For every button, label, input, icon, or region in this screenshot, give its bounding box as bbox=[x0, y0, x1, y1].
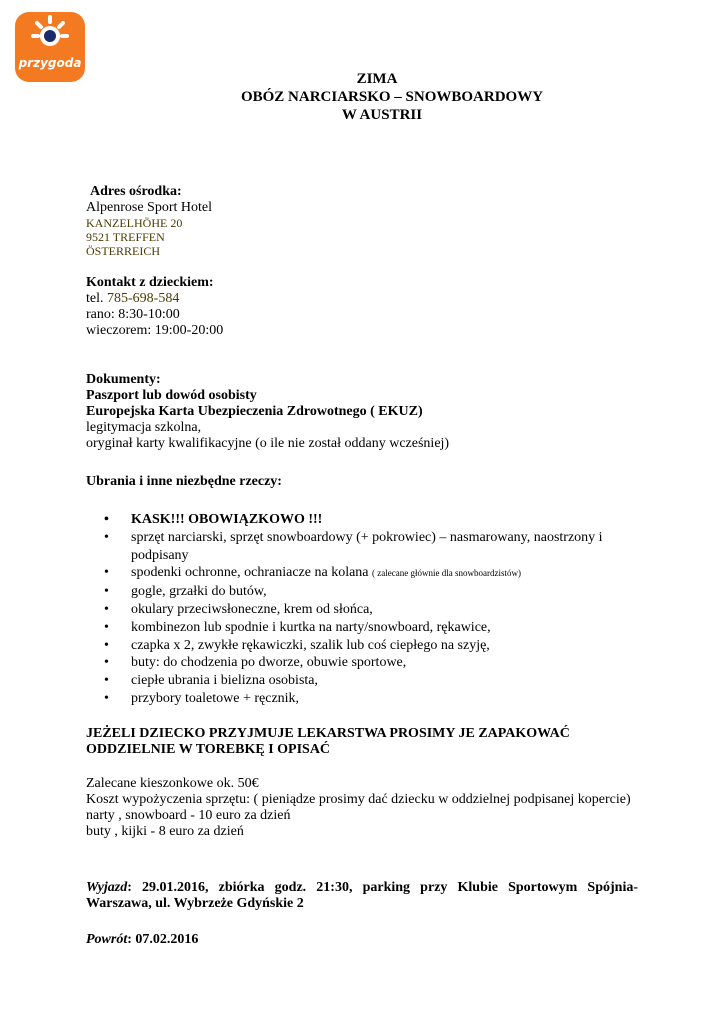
departure-text: : 29.01.2016, zbiórka godz. 21:30, parking przy Klubie Sportowym Spójnia-Warszawa, ul. Wybrzeże Gdyńskie 2 bbox=[86, 880, 638, 911]
address-street: KANZELHÖHE 20 bbox=[86, 216, 183, 230]
list-item-text: kombinezon lub spodnie i kurtka na narty/snowboard, rękawice, bbox=[131, 619, 491, 635]
boots-rental-price: buty , kijki - 8 euro za dzień bbox=[86, 824, 244, 839]
list-item bbox=[86, 690, 646, 708]
list-item bbox=[86, 564, 646, 583]
address-city: 9521 TREFFEN bbox=[86, 230, 165, 244]
bullet: • bbox=[104, 601, 109, 617]
departure-label: Wyjazd bbox=[86, 880, 128, 895]
contact-phone-line bbox=[86, 291, 223, 307]
list-item-text: gogle, grzałki do butów, bbox=[131, 584, 267, 600]
documents-school-id: legitymacja szkolna, bbox=[86, 420, 202, 435]
list-item bbox=[86, 637, 646, 655]
contact-morning: rano: 8:30-10:00 bbox=[86, 307, 180, 322]
list-item-text: ciepłe ubrania i bielizna osobista, bbox=[131, 673, 318, 689]
bullet: • bbox=[104, 529, 109, 545]
contact-section bbox=[86, 275, 223, 339]
documents-passport: Paszport lub dowód osobisty bbox=[86, 388, 257, 403]
list-item-text: okulary przeciwsłoneczne, krem od słońca, bbox=[131, 601, 373, 617]
medicine-notice bbox=[86, 726, 570, 758]
documents-qualification-card: oryginał karty kwalifikacyjne (o ile nie został oddany wcześniej) bbox=[86, 436, 450, 451]
contact-evening: wieczorem: 19:00-20:00 bbox=[86, 323, 224, 338]
address-section bbox=[86, 184, 212, 258]
title-line-2: OBÓZ NARCIARSKO – SNOWBOARDOWY bbox=[240, 89, 544, 105]
rental-cost: Koszt wypożyczenia sprzętu: ( pieniądze prosimy dać dziecku w oddzielnej podpisanej kopercie) bbox=[86, 792, 631, 807]
ski-rental-price: narty , snowboard - 10 euro za dzień bbox=[86, 808, 291, 823]
documents-section bbox=[86, 372, 449, 452]
hotel-name: Alpenrose Sport Hotel bbox=[86, 200, 212, 215]
pocket-money: Zalecane kieszonkowe ok. 50€ bbox=[86, 776, 259, 791]
bullet: • bbox=[104, 637, 109, 653]
bullet: • bbox=[104, 512, 109, 527]
bullet: • bbox=[104, 565, 109, 581]
documents-ekuz: Europejska Karta Ubezpieczenia Zdrowotnego ( EKUZ) bbox=[86, 404, 423, 419]
list-item bbox=[86, 672, 646, 690]
address-heading: Adres ośrodka: bbox=[90, 184, 182, 199]
bullet: • bbox=[104, 584, 109, 600]
list-item bbox=[86, 511, 646, 529]
bullet: • bbox=[104, 673, 109, 689]
list-item-text: czapka x 2, zwykłe rękawiczki, szalik lub coś ciepłego na szyję, bbox=[131, 637, 490, 653]
list-item bbox=[86, 619, 646, 637]
phone-prefix: tel. bbox=[86, 291, 107, 306]
bullet: • bbox=[104, 655, 109, 671]
bullet: • bbox=[104, 619, 109, 635]
list-item-text: przybory toaletowe + ręcznik, bbox=[131, 690, 300, 706]
address-country: ÖSTERREICH bbox=[86, 244, 161, 258]
list-item-text: KASK!!! OBOWIĄZKOWO !!! bbox=[131, 512, 323, 527]
medicine-line-1: JEŻELI DZIECKO PRZYJMUJE LEKARSTWA PROSIMY JE ZAPAKOWAĆ bbox=[86, 726, 570, 741]
list-item bbox=[86, 583, 646, 601]
page-title bbox=[0, 70, 724, 124]
return-info bbox=[86, 932, 198, 948]
logo-brand-text: przygoda bbox=[18, 56, 82, 70]
list-item-text: spodenki ochronne, ochraniacze na kolana bbox=[131, 565, 369, 581]
list-item bbox=[86, 654, 646, 672]
return-text: : 07.02.2016 bbox=[127, 932, 199, 947]
list-item bbox=[86, 529, 646, 565]
contact-heading: Kontakt z dzieckiem: bbox=[86, 275, 214, 290]
list-item-note: ( zalecane głównie dla snowboardzistów) bbox=[372, 568, 521, 579]
return-label: Powrót bbox=[86, 932, 128, 947]
documents-heading: Dokumenty: bbox=[86, 372, 161, 387]
title-line-1: ZIMA bbox=[356, 71, 398, 87]
medicine-line-2: ODDZIELNIE W TOREBKĘ I OPISAĆ bbox=[86, 742, 331, 757]
list-item-text: sprzęt narciarski, sprzęt snowboardowy (+ pokrowiec) – nasmarowany, naostrzony i podpisany bbox=[131, 529, 603, 563]
clothes-heading: Ubrania i inne niezbędne rzeczy: bbox=[86, 474, 282, 489]
list-item bbox=[86, 601, 646, 619]
title-line-3: W AUSTRII bbox=[341, 107, 423, 123]
sun-icon bbox=[25, 14, 75, 60]
clothes-list bbox=[86, 511, 646, 708]
money-section bbox=[86, 776, 638, 840]
list-item-text: buty: do chodzenia po dworze, obuwie sportowe, bbox=[131, 655, 407, 671]
departure-info bbox=[86, 880, 638, 912]
phone-number: 785-698-584 bbox=[107, 291, 180, 306]
bullet: • bbox=[104, 690, 109, 706]
